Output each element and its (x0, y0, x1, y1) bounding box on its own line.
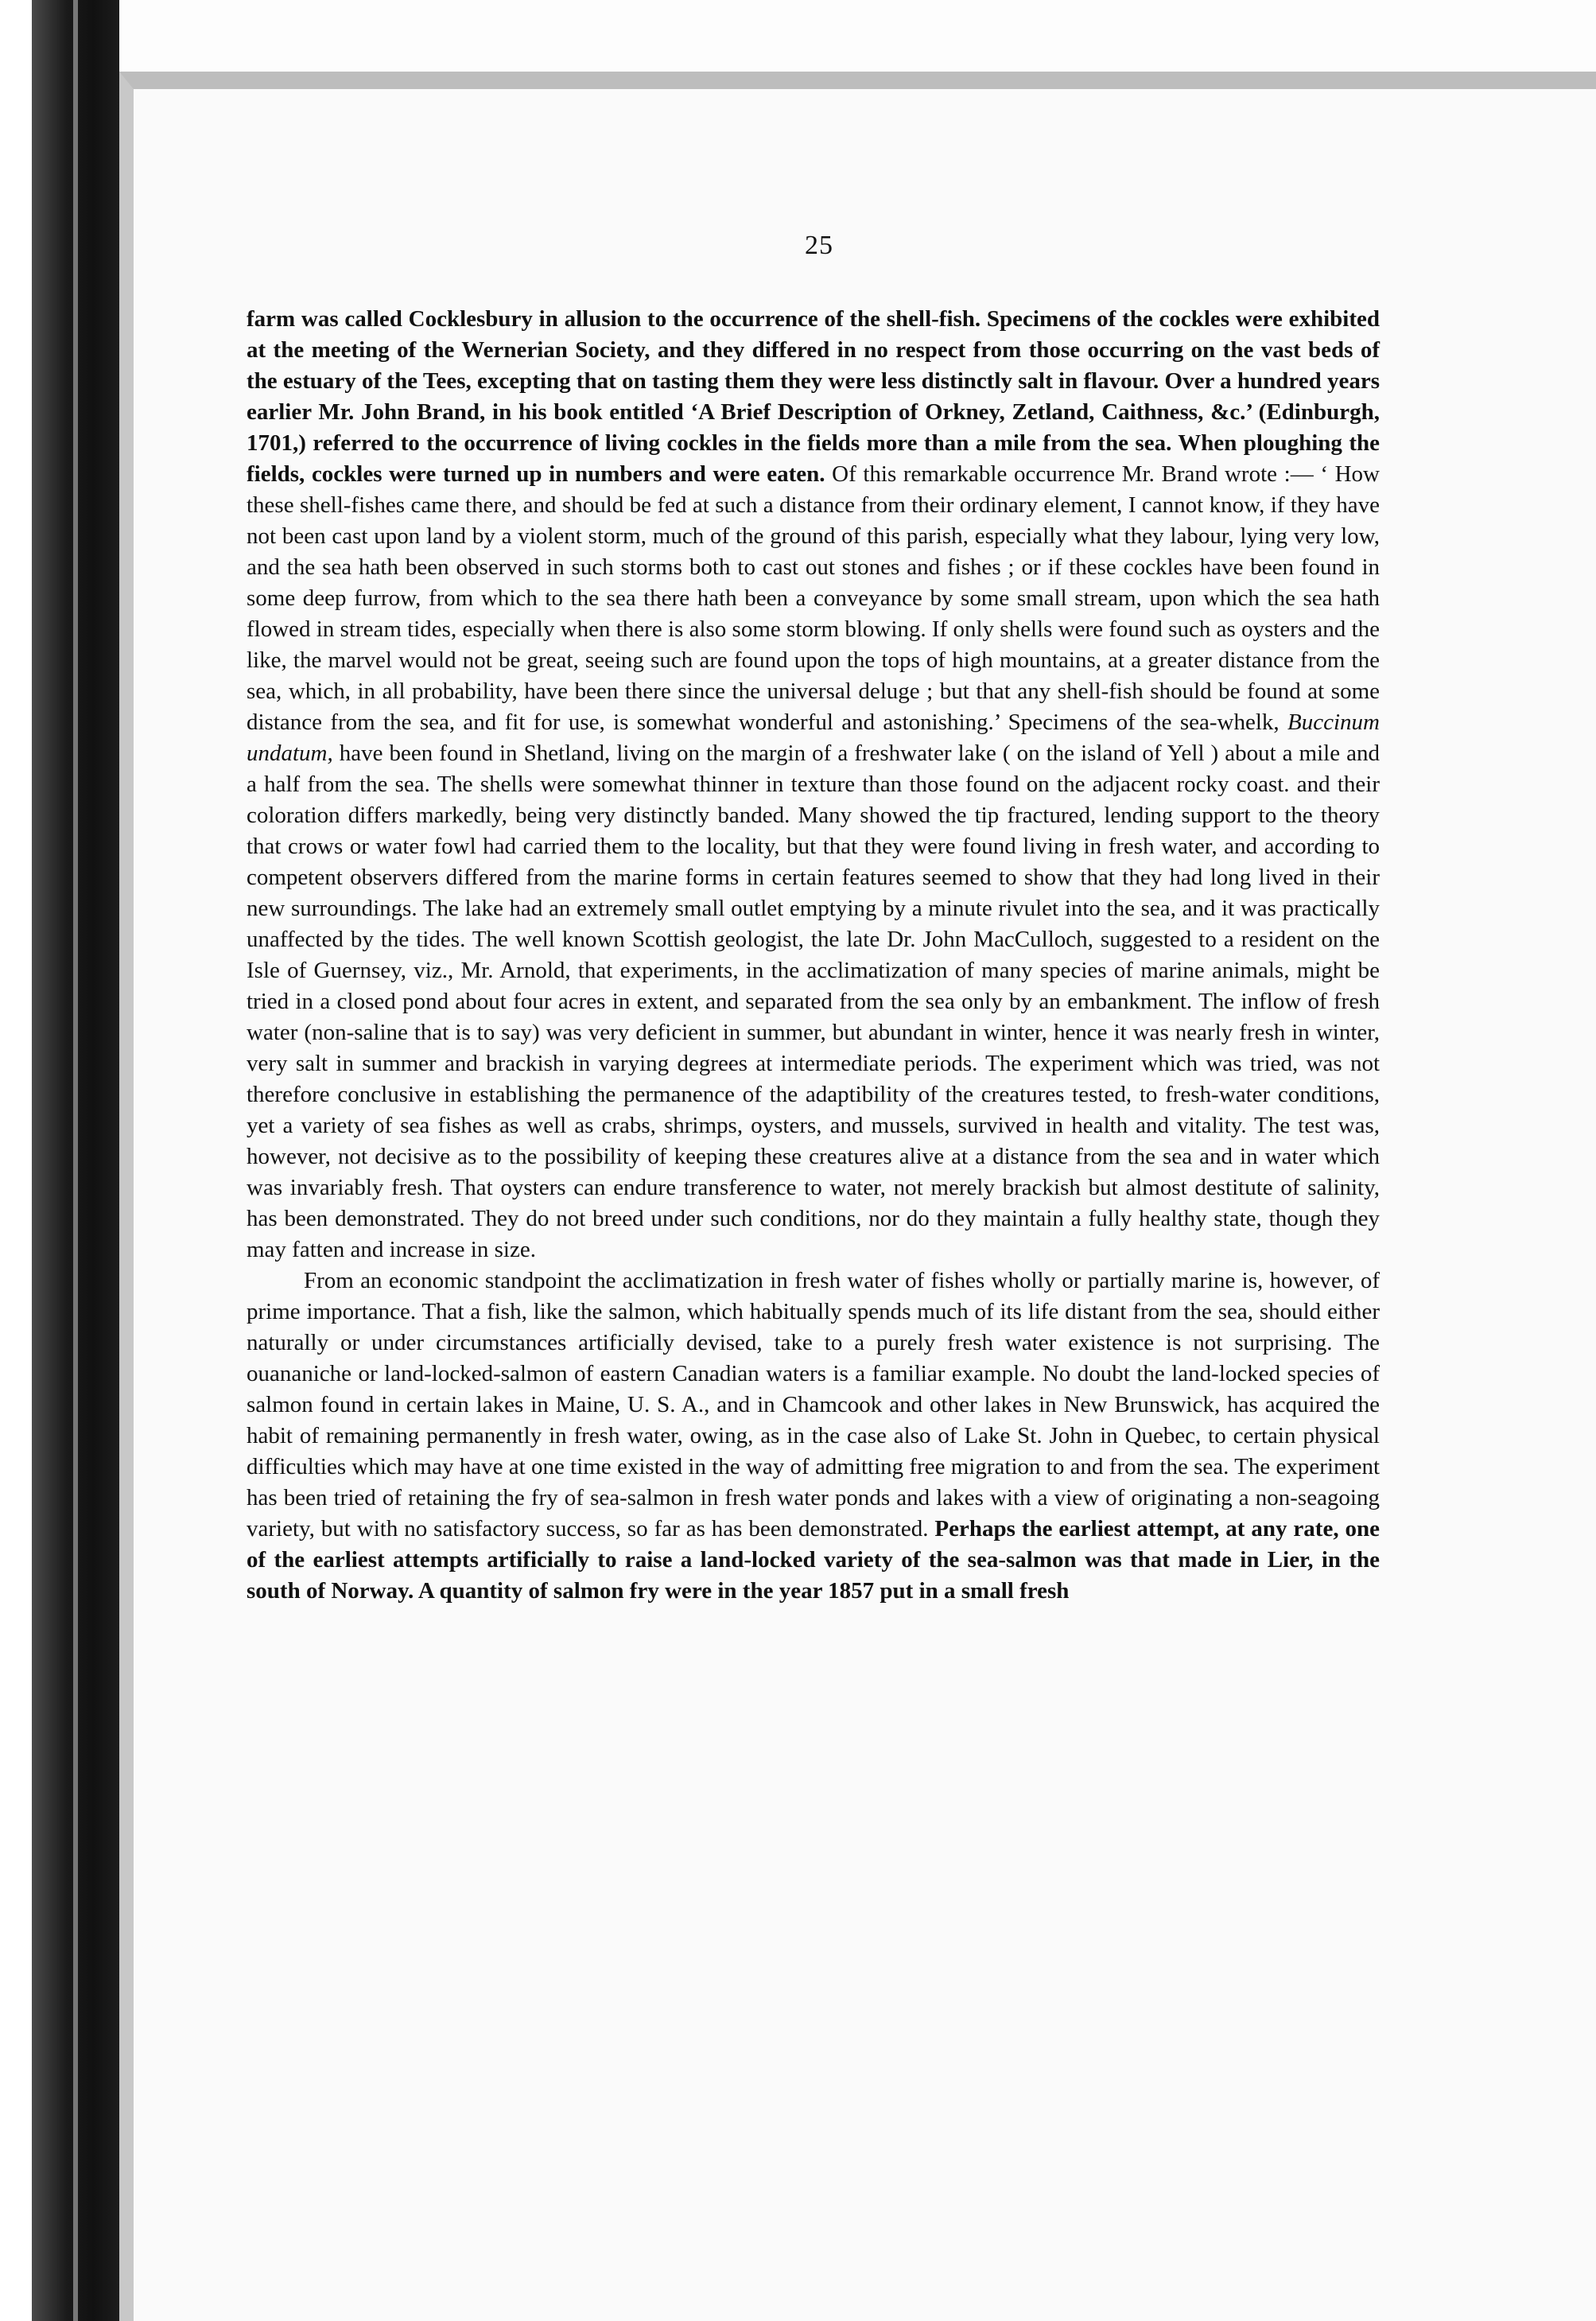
paragraph-cockles (247, 304, 1380, 1265)
book-gutter-shadow (32, 0, 119, 2321)
paragraph-cockles-bold: farm was called Cocklesbury in allusion to the occurrence of the shell-fish. Specimens of the cockles were exhibited at the meeting of the Wernerian Society, and they differed in no respect from those occurring on the vast beds of the estuary of the Tees, excepting that on tasting them they were less distinctly salt in flavour. Over a hundred years earlier Mr. John Brand, in his book entitled ‘A Brief Description of Orkney, Zetland, Caithness, &c.’ (Edinburgh, 1701,) referred to the occurrence of living cockles in the fields more than a mile from the sea. When ploughing the fields, cockles were turned up in numbers and were eaten. (247, 306, 1380, 487)
species-name: Buccinum undatum, (247, 710, 1380, 766)
paragraph-acclimatization-bold: Perhaps the earliest attempt, at any rate, one of the earliest attempts artificially to raise a land-locked variety of the sea-salmon was that made in Lier, in the south of Norway. A quantity of salmon fry were in the year 1857 put in a small fresh (247, 1516, 1380, 1604)
brand-quote: Of this remarkable occurrence Mr. Brand wrote :— ‘ How these shell-fishes came there, and should be fed at such a distance from their ordinary element, I cannot know, if they have not been cast upon land by a violent storm, much of the ground of this parish, especially what they labour, lying very low, and the sea hath been observed in such storms both to cast out stones and fishes ; or if these cockles have been found in some deep furrow, from which to the sea there hath been a conveyance by some small stream, upon which the sea hath flowed in stream tides, especially when there is also some storm blowing. If only shells were found such as oysters and the like, the marvel would not be great, seeing such are found upon the tops of high mountains, at a greater distance from the sea, which, in all probability, have been there since the universal deluge ; but that any shell-fish should be found at some distance from the sea, and fit for use, is somewhat wonderful and astonishing.’ (247, 461, 1380, 735)
paragraph-acclimatization-text: From an economic standpoint the acclimatization in fresh water of fishes wholly or partially marine is, however, of prime importance. That a fish, like the salmon, which habitually spends much of its life distant from the sea, should either naturally or under circumstances artificially devised, take to a purely fresh water existence is not surprising. The ouananiche or land-locked-salmon of eastern Canadian waters is a familiar example. No doubt the land-locked species of salmon found in certain lakes in Maine, U. S. A., and in Chamcook and other lakes in New Brunswick, has acquired the habit of remaining permanently in fresh water, owing, as in the case also of Lake St. John in Quebec, to certain physical difficulties which may have at one time existed in the way of admitting free migration to and from the sea. The experiment has been tried of retaining the fry of sea-salmon in fresh water ponds and lakes with a view of originating a non-seagoing variety, but with no satisfactory success, so far as has been demonstrated. (247, 1268, 1380, 1542)
whelk-text: have been found in Shetland, living on the margin of a freshwater lake ( on the island of Yell ) about a mile and a half from the sea. The shells were somewhat thinner in texture than those found on the adjacent rocky coast. and their coloration differs markedly, being very distinctly banded. Many showed the tip fractured, lending support to the theory that crows or water fowl had carried them to the locality, but that they were found living in fresh water, and according to competent observers differed from the marine forms in certain features seemed to show that they had long lived in their new surroundings. The lake had an extremely small outlet emptying by a minute rivulet into the sea, and it was practically unaffected by the tides. The well known Scottish geologist, the late Dr. John MacCulloch, suggested to a resident on the Isle of Guernsey, viz., Mr. Arnold, that experiments, in the acclimatization of many species of marine animals, might be tried in a closed pond about four acres in extent, and separated from the sea only by an embankment. The inflow of fresh water (non-saline that is to say) was very deficient in summer, but abundant in winter, hence it was nearly fresh in winter, very salt in summer and brackish in varying degrees at intermediate periods. The experiment which was tried, was not therefore conclusive in establishing the permanence of the adaptibility of the creatures tested, to fresh-water conditions, yet a variety of sea fishes as well as crabs, shrimps, oysters, and mussels, survived in health and vitality. The test was, however, not decisive as to the possibility of keeping these creatures alive at a distance from the sea and in water which was invariably fresh. That oysters can endure transference to water, not merely brackish but almost destitute of salinity, has been demonstrated. They do not breed under such conditions, nor do they maintain a fully healthy state, though they may fatten and increase in size. (247, 741, 1380, 1262)
whelk-intro: Specimens of the sea-whelk, (1000, 710, 1288, 735)
paragraph-acclimatization (247, 1265, 1380, 1607)
left-page-margin (0, 0, 32, 2321)
body-text (247, 304, 1380, 1607)
page-number: 25 (805, 231, 833, 260)
